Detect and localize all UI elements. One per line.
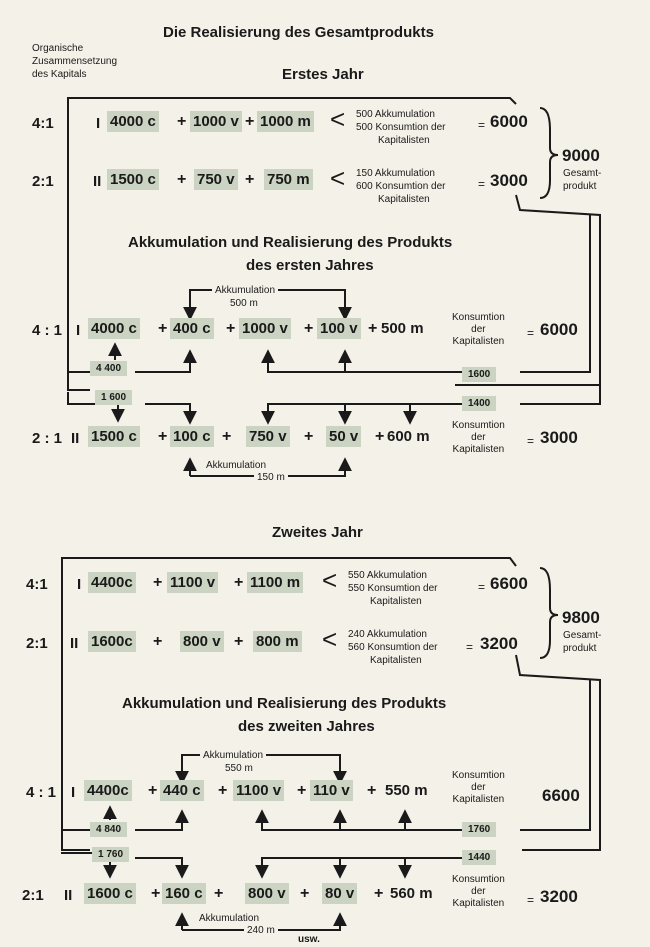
year1-row2-m: 750 m (264, 169, 313, 190)
year1-accI-v-add: 100 v (317, 318, 361, 339)
year2-accII-v-add: 80 v (322, 883, 357, 904)
plus: + (158, 428, 168, 445)
year1-accI-v: 1000 v (239, 318, 291, 339)
plus: + (218, 782, 228, 799)
year2-accI-c-add: 440 c (160, 780, 204, 801)
year1-accII-c: 1500 c (88, 426, 140, 447)
equals: = (478, 177, 486, 191)
year2-accI-cons: Konsumtion der Kapitalisten (452, 770, 505, 805)
year1-accI-akk-label: Akkumulation (212, 284, 278, 297)
year2-accII-total: 3200 (540, 887, 578, 906)
year2-accI-total: 6600 (542, 786, 580, 805)
year1-accI-c-add: 400 c (170, 318, 214, 339)
plus: + (304, 428, 314, 445)
year1-accI-roman: I (76, 322, 81, 339)
year1-box-b1: 4 400 (90, 361, 127, 376)
year2-row1-roman: I (77, 576, 82, 593)
year1-accII-roman: II (71, 430, 80, 447)
year1-row1-c: 4000 c (107, 111, 159, 132)
year2-row2-roman: II (70, 635, 79, 652)
year2-accII-akk-label: Akkumulation (196, 912, 262, 925)
year1-row2-roman: II (93, 173, 102, 190)
equals: = (478, 118, 486, 132)
year2-accI-c: 4400c (84, 780, 132, 801)
footer-usw: usw. (298, 934, 320, 945)
plus: + (222, 428, 232, 445)
year1-box-b2: 1 600 (95, 390, 132, 405)
year1-accII-v: 750 v (246, 426, 290, 447)
year1-accII-akk-value: 150 m (254, 471, 288, 484)
year2-accI-akk-value: 550 m (225, 763, 253, 774)
year1-accII-ratio: 2 : 1 (32, 430, 63, 447)
plus: + (245, 113, 255, 130)
year2-row2-v: 800 v (180, 631, 224, 652)
year1-grand-label: Gesamt- produkt (563, 168, 602, 192)
year1-row2-v: 750 v (194, 169, 238, 190)
year2-row2-split: 240 Akkumulation 560 Konsumtion der Kapitalisten (348, 629, 438, 666)
year1-accI-cons: Konsumtion der Kapitalisten (452, 312, 505, 347)
year1-accII-v-add: 50 v (326, 426, 361, 447)
plus: + (374, 885, 384, 902)
year1-row2-total: 3000 (490, 171, 528, 190)
year2-row1-c: 4400c (88, 572, 136, 593)
year2-accII-c: 1600 c (84, 883, 136, 904)
year1-accII-cons: Konsumtion der Kapitalisten (452, 420, 505, 455)
year2-box-b2: 1 760 (92, 847, 129, 862)
equals: = (527, 326, 535, 340)
year1-row1-v: 1000 v (190, 111, 242, 132)
plus: + (234, 633, 244, 650)
split-sign: < (322, 624, 338, 654)
year1-row1-ratio: 4:1 (32, 115, 54, 132)
year2-accII-c-add: 160 c (162, 883, 206, 904)
plus: + (234, 574, 244, 591)
split-sign: < (330, 104, 346, 134)
year2-row1-m: 1100 m (247, 572, 303, 593)
equals: = (478, 580, 486, 594)
year2-row2-m: 800 m (253, 631, 302, 652)
year1-acc-heading-2: des ersten Jahres (246, 257, 374, 274)
year1-accII-akk-label: Akkumulation (203, 459, 269, 472)
year2-acc-heading-1: Akkumulation und Realisierung des Produkts (122, 695, 447, 712)
year1-accII-m: 600 m (387, 428, 430, 445)
year2-accI-v: 1100 v (233, 780, 284, 801)
year1-row1-split: 500 Akkumulation 500 Konsumtion der Kapitalisten (356, 109, 446, 146)
year2-box-b1: 4 840 (90, 822, 127, 837)
year2-row1-ratio: 4:1 (26, 576, 48, 593)
year1-row2-ratio: 2:1 (32, 173, 54, 190)
equals: = (466, 640, 474, 654)
year2-acc-heading-2: des zweiten Jahres (238, 718, 375, 735)
plus: + (148, 782, 158, 799)
year1-accI-total: 6000 (540, 320, 578, 339)
year2-row1-total: 6600 (490, 574, 528, 593)
side-label: Organische Zusammensetzung des Kapitals (32, 43, 118, 80)
year1-row2-c: 1500 c (107, 169, 159, 190)
year2-accII-akk-value: 240 m (244, 924, 278, 937)
equals: = (527, 434, 535, 448)
year2-accI-roman: I (71, 784, 76, 801)
split-sign: < (330, 163, 346, 193)
year1-row2-split: 150 Akkumulation 600 Konsumtion der Kapitalisten (356, 168, 446, 205)
year1-grand-total: 9000 (562, 146, 600, 165)
plus: + (226, 320, 236, 337)
year1-accI-ratio: 4 : 1 (32, 322, 63, 339)
plus: + (151, 885, 161, 902)
year1-accII-c-add: 100 c (170, 426, 214, 447)
year2-heading: Zweites Jahr (272, 524, 363, 541)
plus: + (304, 320, 314, 337)
year2-accII-v: 800 v (245, 883, 289, 904)
year2-row2-c: 1600c (88, 631, 136, 652)
page-title: Die Realisierung des Gesamtprodukts (163, 24, 434, 41)
plus: + (177, 113, 187, 130)
year1-accII-total: 3000 (540, 428, 578, 447)
year1-row1-roman: I (96, 115, 101, 132)
year2-accI-m: 550 m (385, 782, 428, 799)
plus: + (297, 782, 307, 799)
year1-acc-heading-1: Akkumulation und Realisierung des Produkts (128, 234, 453, 251)
year1-accI-m: 500 m (381, 320, 424, 337)
year2-accII-roman: II (64, 887, 73, 904)
year2-box-b3: 1760 (462, 822, 496, 837)
plus: + (375, 428, 385, 445)
plus: + (368, 320, 378, 337)
year1-accI-c: 4000 c (88, 318, 140, 339)
plus: + (158, 320, 168, 337)
year1-row1-m: 1000 m (257, 111, 314, 132)
year2-accII-cons: Konsumtion der Kapitalisten (452, 874, 505, 909)
year1-row1-total: 6000 (490, 112, 528, 131)
year2-accII-m: 560 m (390, 885, 433, 902)
year2-row2-total: 3200 (480, 634, 518, 653)
equals: = (527, 893, 535, 907)
year2-box-b4: 1440 (462, 850, 496, 865)
plus: + (153, 633, 163, 650)
year1-box-b3: 1600 (462, 367, 496, 382)
year2-accII-ratio: 2:1 (22, 887, 44, 904)
plus: + (177, 171, 187, 188)
year2-accI-akk-label: Akkumulation (200, 749, 266, 762)
plus: + (245, 171, 255, 188)
plus: + (367, 782, 377, 799)
year2-grand-total: 9800 (562, 608, 600, 627)
year2-accI-v-add: 110 v (310, 780, 353, 801)
year2-row1-split: 550 Akkumulation 550 Konsumtion der Kapitalisten (348, 570, 438, 607)
year2-accI-ratio: 4 : 1 (26, 784, 57, 801)
year2-row2-ratio: 2:1 (26, 635, 48, 652)
year2-row1-v: 1100 v (167, 572, 218, 593)
year1-heading: Erstes Jahr (282, 66, 364, 83)
plus: + (300, 885, 310, 902)
plus: + (153, 574, 163, 591)
plus: + (214, 885, 224, 902)
year1-box-b4: 1400 (462, 396, 496, 411)
year2-grand-label: Gesamt- produkt (563, 630, 602, 654)
year1-accI-akk-value: 500 m (230, 298, 258, 309)
split-sign: < (322, 565, 338, 595)
